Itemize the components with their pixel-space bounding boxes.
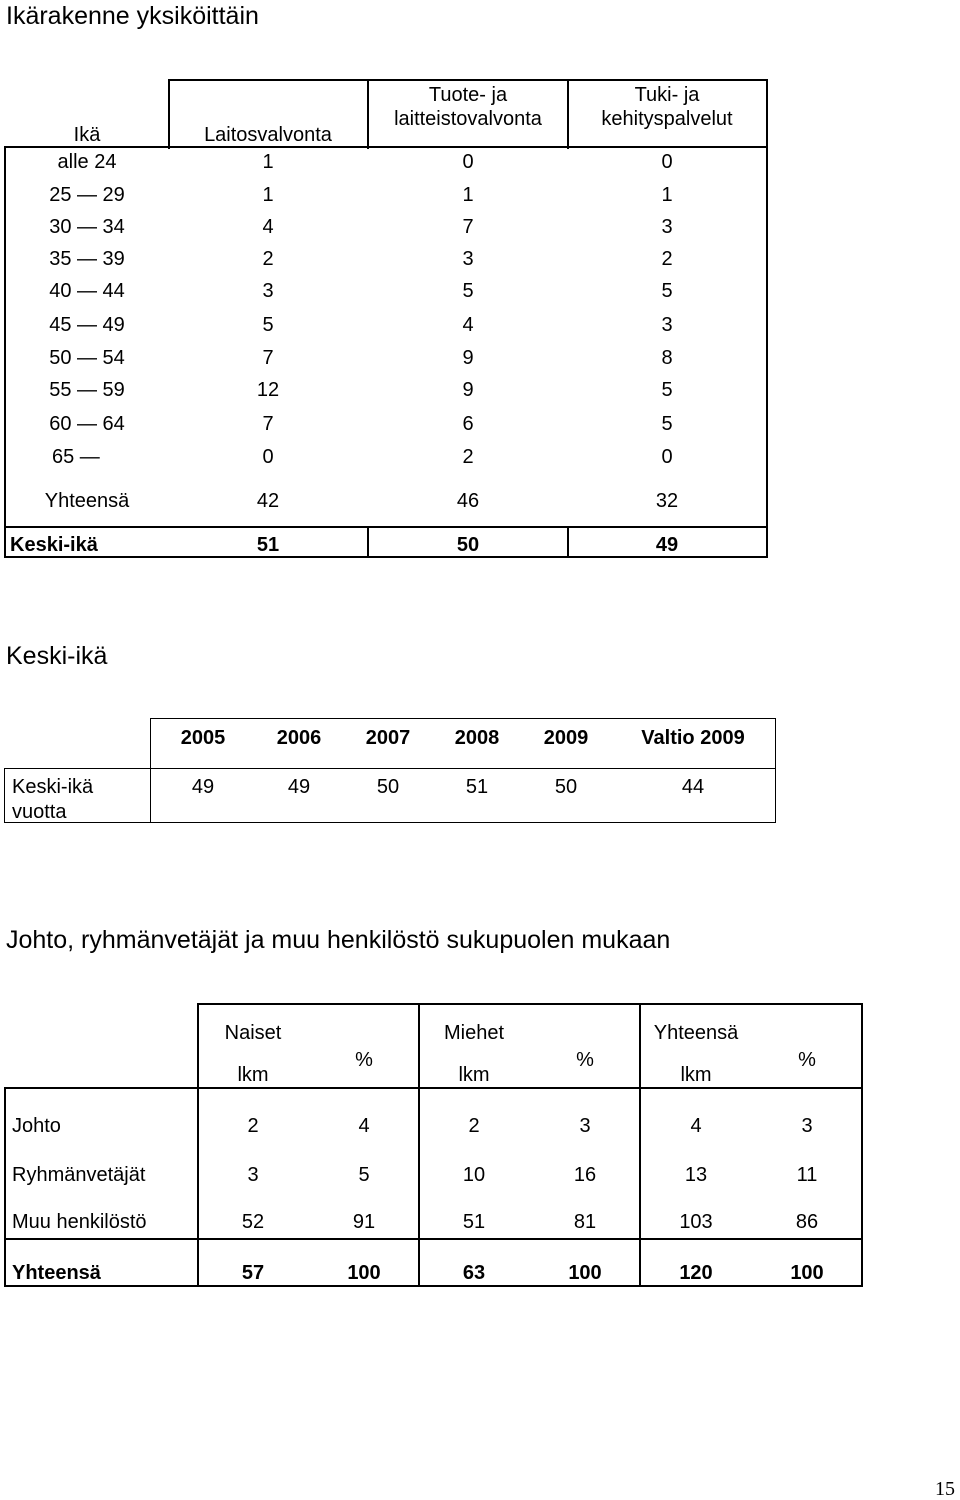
table-divider-label xyxy=(197,1003,199,1287)
row-value: 91 xyxy=(352,1211,376,1233)
average-value: 51 xyxy=(256,534,280,556)
row-value: 1 xyxy=(661,184,673,206)
total-value: 63 xyxy=(462,1262,486,1284)
row-value: 1 xyxy=(262,184,274,206)
section-title-gender: Johto, ryhmänvetäjät ja muu henkilöstö sukupuolen mukaan xyxy=(6,926,671,954)
row-value: 5 xyxy=(661,280,673,302)
subheader-percent: % xyxy=(798,1049,816,1071)
row-value: 1 xyxy=(462,184,474,206)
average-value: 49 xyxy=(655,534,679,556)
row-value: 103 xyxy=(679,1211,713,1233)
table-border-bottom xyxy=(4,822,776,823)
average-age-value: 44 xyxy=(681,776,705,798)
row-age: 25 — 29 xyxy=(49,184,125,206)
year-header: 2008 xyxy=(454,727,500,749)
group-header-miehet: Miehet xyxy=(443,1022,505,1044)
header-tuki-line1: Tuki- ja xyxy=(634,84,700,106)
average-label: Keski-ikä xyxy=(10,534,98,556)
row-value: 5 xyxy=(661,413,673,435)
total-value: 120 xyxy=(679,1262,713,1284)
average-value: 50 xyxy=(456,534,480,556)
table-border-bottom xyxy=(4,1285,863,1287)
row-value: 0 xyxy=(661,446,673,468)
row-value: 5 xyxy=(262,314,274,336)
page-number: 15 xyxy=(935,1478,955,1500)
row-value: 4 xyxy=(262,216,274,238)
row-value: 16 xyxy=(573,1164,597,1186)
table-border-top xyxy=(168,79,768,81)
row-label: Johto xyxy=(12,1115,61,1137)
row-label: Muu henkilöstö xyxy=(12,1211,147,1233)
row-value: 9 xyxy=(462,379,474,401)
row-value: 2 xyxy=(468,1115,480,1137)
header-tuote-line2: laitteistovalvonta xyxy=(394,108,542,130)
average-age-value: 50 xyxy=(376,776,400,798)
table-divider-header-2 xyxy=(567,79,569,149)
subheader-count: lkm xyxy=(458,1064,490,1086)
section-title-age-structure: Ikärakenne yksiköittäin xyxy=(6,2,259,30)
table-header-bottom-line xyxy=(4,1087,863,1089)
row-label-line2: vuotta xyxy=(12,801,67,823)
row-value: 0 xyxy=(462,151,474,173)
row-value: 3 xyxy=(462,248,474,270)
row-value: 11 xyxy=(796,1164,818,1186)
header-laitosvalvonta: Laitosvalvonta xyxy=(204,124,332,146)
row-value: 7 xyxy=(462,216,474,238)
total-value: 100 xyxy=(568,1262,602,1284)
average-age-value: 50 xyxy=(554,776,578,798)
year-header: 2006 xyxy=(276,727,322,749)
row-value: 3 xyxy=(262,280,274,302)
total-value: 46 xyxy=(456,490,480,512)
subheader-count: lkm xyxy=(237,1064,269,1086)
table-border-left xyxy=(4,146,6,558)
row-value: 3 xyxy=(579,1115,591,1137)
row-value: 4 xyxy=(462,314,474,336)
row-label: Ryhmänvetäjät xyxy=(12,1164,146,1186)
row-value: 10 xyxy=(462,1164,486,1186)
year-header: 2009 xyxy=(543,727,589,749)
average-age-value: 49 xyxy=(191,776,215,798)
table-border-top xyxy=(150,718,776,719)
total-value: 32 xyxy=(655,490,679,512)
row-value: 2 xyxy=(462,446,474,468)
row-age: 55 — 59 xyxy=(49,379,125,401)
table-divider-avg-2 xyxy=(567,526,569,558)
row-value: 2 xyxy=(247,1115,259,1137)
subheader-count: lkm xyxy=(680,1064,712,1086)
total-label: Yhteensä xyxy=(44,490,130,512)
table-border-left-header xyxy=(168,79,170,149)
table-border-left xyxy=(4,1087,6,1287)
average-age-value: 49 xyxy=(287,776,311,798)
row-value: 0 xyxy=(262,446,274,468)
table-total-top-line xyxy=(4,1238,863,1240)
group-header-yhteensa: Yhteensä xyxy=(653,1022,739,1044)
table-border-right xyxy=(775,718,776,823)
year-header: 2007 xyxy=(365,727,411,749)
row-value: 2 xyxy=(262,248,274,270)
row-value: 3 xyxy=(661,314,673,336)
row-value: 5 xyxy=(462,280,474,302)
row-value: 3 xyxy=(247,1164,259,1186)
row-age: 40 — 44 xyxy=(49,280,125,302)
table-header-bottom-line xyxy=(4,146,768,148)
row-age: 60 — 64 xyxy=(49,413,125,435)
table-divider-header-1 xyxy=(367,79,369,149)
row-value: 3 xyxy=(661,216,673,238)
total-value: 42 xyxy=(256,490,280,512)
row-value: 51 xyxy=(462,1211,486,1233)
table-border-left xyxy=(4,768,5,823)
row-value: 5 xyxy=(358,1164,370,1186)
total-value: 100 xyxy=(347,1262,381,1284)
row-value: 7 xyxy=(262,413,274,435)
table-total-bottom-line xyxy=(4,526,768,528)
table-border-right xyxy=(861,1003,863,1287)
row-value: 52 xyxy=(241,1211,265,1233)
row-age: 45 — 49 xyxy=(49,314,125,336)
header-age: Ikä xyxy=(73,124,101,146)
average-age-value: 51 xyxy=(465,776,489,798)
table-divider-group-2 xyxy=(639,1003,641,1287)
total-value: 100 xyxy=(790,1262,824,1284)
subheader-percent: % xyxy=(576,1049,594,1071)
row-value: 4 xyxy=(690,1115,702,1137)
row-value: 2 xyxy=(661,248,673,270)
row-value: 13 xyxy=(684,1164,708,1186)
table-divider-group-1 xyxy=(418,1003,420,1287)
row-age: 30 — 34 xyxy=(49,216,125,238)
row-value: 3 xyxy=(801,1115,813,1137)
row-value: 1 xyxy=(262,151,274,173)
row-age: 50 — 54 xyxy=(49,347,125,369)
row-value: 0 xyxy=(661,151,673,173)
row-value: 4 xyxy=(358,1115,370,1137)
row-age: alle 24 xyxy=(57,151,117,173)
row-value: 81 xyxy=(573,1211,597,1233)
row-value: 6 xyxy=(462,413,474,435)
subheader-percent: % xyxy=(355,1049,373,1071)
header-tuki-line2: kehityspalvelut xyxy=(601,108,733,130)
section-title-average-age: Keski-ikä xyxy=(6,642,108,670)
row-label-line1: Keski-ikä xyxy=(12,776,94,798)
table-border-right xyxy=(766,79,768,558)
table-header-bottom-line xyxy=(4,768,776,769)
header-tuote-line1: Tuote- ja xyxy=(428,84,508,106)
total-value: 57 xyxy=(241,1262,265,1284)
table-border-top xyxy=(197,1003,863,1005)
table-border-left-values xyxy=(150,718,151,823)
row-age: 35 — 39 xyxy=(49,248,125,270)
row-age: 65 — xyxy=(52,446,100,468)
row-value: 8 xyxy=(661,347,673,369)
row-value: 12 xyxy=(256,379,280,401)
table-border-bottom xyxy=(4,556,768,558)
total-label: Yhteensä xyxy=(12,1262,101,1284)
year-header: Valtio 2009 xyxy=(641,727,745,749)
row-value: 86 xyxy=(795,1211,819,1233)
group-header-naiset: Naiset xyxy=(224,1022,282,1044)
row-value: 5 xyxy=(661,379,673,401)
year-header: 2005 xyxy=(180,727,226,749)
row-value: 7 xyxy=(262,347,274,369)
table-divider-avg-1 xyxy=(367,526,369,558)
row-value: 9 xyxy=(462,347,474,369)
